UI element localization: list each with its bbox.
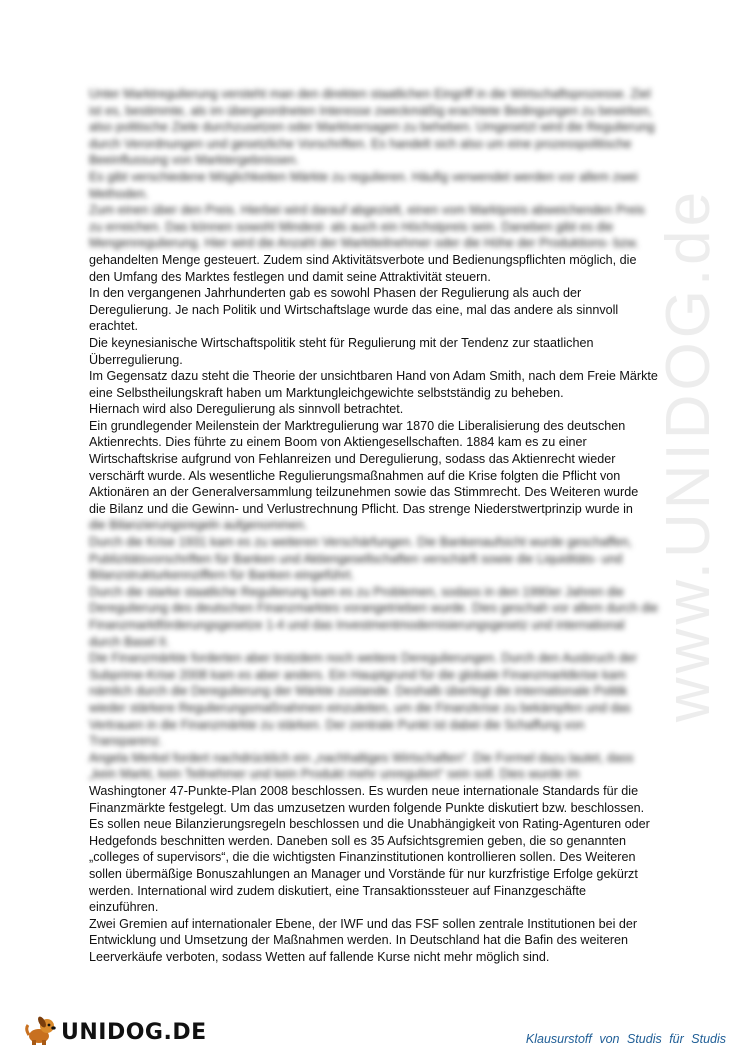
text-line: verschärft wurde. Als wesentliche Regulierungsmaßnahmen auf die Krise folgten die Pflicht von — [89, 468, 621, 483]
text-line: gehandelten Menge gesteuert. Zudem sind Aktivitätsverbote und Bedienungspflichten möglich, die — [89, 252, 637, 267]
text-line: Leerverkäufe verboten, sodass Wetten auf fallende Kurse nicht mehr möglich sind. — [89, 949, 550, 964]
text-line: Zwei Gremien auf internationaler Ebene, der IWF und das FSF sollen zentrale Institutionen bei der — [89, 916, 638, 931]
text-line: Hiernach wird also Deregulierung als sinnvoll betrachtet. — [89, 402, 404, 417]
text-line: „kein Markt, kein Teilnehmer und kein Produkt mehr unreguliert“ sein soll. Dies wurde im — [89, 767, 580, 782]
text-line: die Bilanz und die Gewinn- und Verlustrechnung Pflicht. Das strenge Niederstwertprinzip wurde in — [89, 501, 633, 516]
dog-mascot-icon — [25, 1015, 59, 1045]
text-line: eine Selbstheilungskraft haben um Marktungleichgewichte selbstständig zu beheben. — [89, 385, 564, 400]
text-line: Zum einen über den Preis. Hierbei wird darauf abgezielt, einen vom Marktpreis abweichenden Preis — [89, 203, 645, 218]
text-line: durch Basel II. — [89, 634, 170, 649]
text-line: Es gibt verschiedene Möglichkeiten Märkte zu regulieren. Häufig verwendet werden vor allem zwei — [89, 169, 638, 184]
document-text — [89, 86, 664, 965]
text-line: werden. International wird zudem diskutiert, eine Transaktionssteuer auf Finanzgeschäfte — [89, 883, 587, 898]
text-line: Vertrauen in die Finanzmärkte zu stärken. Der zentrale Punkt ist dabei die Schaffung von — [89, 717, 585, 732]
text-line: Die keynesianische Wirtschaftspolitik steht für Regulierung mit der Tendenz zur staatlichen — [89, 335, 594, 350]
text-line: Hedgefonds beschnitten werden. Daneben soll es 35 Aufsichtsgremien geben, die so genannten — [89, 833, 627, 848]
text-line: Wirtschaftskrise aufgrund von Fehlanreizen und Deregulierung, sodass das Aktienrecht wieder — [89, 452, 616, 467]
text-line: zu erreichen. Das können sowohl Mindest- als auch ein Höchstpreis sein. Daneben gibt es die — [89, 219, 614, 234]
text-line: Entwicklung und Umsetzung der Maßnahmen werden. In Deutschland hat die Bafin des weiteren — [89, 933, 629, 948]
footer-slogan: Klausurstoff von Studis für Studis — [525, 1032, 726, 1046]
visible-paragraphs-middle — [89, 252, 664, 518]
watermark: www.UNIDOG.de — [654, 187, 723, 723]
text-line: Überregulierung. — [89, 352, 183, 367]
text-line: Subprime-Krise 2008 kam es aber anders. Ein Hauptgrund für die globale Finanzmarktkrise kam — [89, 667, 626, 682]
logo-text: UNIDOG.DE — [61, 1020, 207, 1045]
text-line: Deregulierung des deutschen Finanzmarktes vorangetrieben wurde. Dies geschah vor allem durch die — [89, 601, 659, 616]
text-line: den Umfang des Marktes festlegen und damit seine Attraktivität steuern. — [89, 269, 491, 284]
text-line: „colleges of supervisors“, die die wichtigsten Finanzinstitutionen kontrollieren sollen. Des Weiteren — [89, 850, 636, 865]
text-line: Bilanzstrukturkennziffern für Banken eingeführt. — [89, 568, 355, 583]
text-line: Methoden. — [89, 186, 149, 201]
text-line: Die Finanzmärkte forderten aber trotzdem noch weitere Deregulierungen. Durch den Ausbruch der — [89, 651, 638, 666]
text-line: ist es, bestimmte, als im übergeordneten Interesse zweckmäßig erachtete Bedingungen zu bewirken, — [89, 103, 653, 118]
text-line: In den vergangenen Jahrhunderten gab es sowohl Phasen der Regulierung als auch der — [89, 286, 582, 301]
text-line: wieder stärkere Regulierungsmaßnahmen einzuleiten, um die Finanzkrise zu bekämpfen und das — [89, 700, 631, 715]
blurred-paragraphs-top — [89, 86, 664, 252]
text-line: Ein grundlegender Meilenstein der Marktregulierung war 1870 die Liberalisierung des deutschen — [89, 418, 626, 433]
text-line: Unter Marktregulierung versteht man den direkten staatlichen Eingriff in die Wirtschaftsprozesse. Ziel — [89, 87, 651, 101]
text-line: also politische Ziele durchzusetzen oder Marktversagen zu beheben. Umgesetzt wird die Regulierung — [89, 120, 655, 135]
text-line: sollen übermäßige Bonuszahlungen an Manager und Vorstände für nur kurzfristige Erfolge gekürzt — [89, 866, 638, 881]
text-line: Finanzmarktförderungsgesetze 1-4 und das Investmentmodernisierungsgesetz und international — [89, 618, 625, 632]
text-line: erachtet. — [89, 319, 139, 334]
text-line: Transparenz. — [89, 734, 163, 749]
unidog-logo[interactable] — [25, 1015, 207, 1045]
text-line: Beeinflussung von Marktergebnissen. — [89, 153, 300, 168]
text-line: Finanzmärkte festgelegt. Um das umzusetzen wurden folgende Punkte diskutiert bzw. beschlossen. — [89, 800, 645, 815]
text-line: Durch die starke staatliche Regulierung kam es zu Problemen, sodass in den 1990er Jahren die — [89, 584, 624, 599]
text-line: Washingtoner 47-Punkte-Plan 2008 beschlossen. Es wurden neue internationale Standards für die — [89, 783, 639, 798]
visible-paragraphs-bottom — [89, 783, 664, 966]
text-line: Angela Merkel fordert nachdrücklich ein „nachhaltiges Wirtschaften“. Die Formel dazu lautet, dass — [89, 750, 634, 765]
text-line: Deregulierung. Je nach Politik und Wirtschaftslage wurde das eine, mal das andere als sinnvoll — [89, 302, 619, 317]
text-line: Mengenregulierung. Hier wird die Anzahl der Marktteilnehmer oder die Höhe der Produktions- bzw. — [89, 236, 639, 251]
text-line: Im Gegensatz dazu steht die Theorie der unsichtbaren Hand von Adam Smith, nach dem Freie Märkte — [89, 369, 658, 384]
text-line: Durch die Krise 1931 kam es zu weiteren Verschärfungen. Die Bankenaufsicht wurde geschaffen, — [89, 535, 633, 550]
blurred-paragraphs-middle — [89, 517, 664, 783]
text-line: Publizitätsvorschriften für Banken und Aktiengesellschaften verschärft sowie die Liquiditäts- und — [89, 551, 623, 566]
text-line: Aktienrechts. Dies führte zu einem Boom von Aktiengesellschaften. 1884 kam es zu einer — [89, 435, 587, 450]
text-line: durch Verordnungen und gesetzliche Vorschriften. Es handelt sich also um eine prozesspolitische — [89, 136, 632, 151]
text-line: Es sollen neue Bilanzierungsregeln beschlossen und die Unabhängigkeit von Rating-Agenturen oder — [89, 817, 650, 832]
text-line: einzuführen. — [89, 900, 159, 915]
text-line: nämlich durch die Deregulierung der Märkte zustande. Deshalb überlegt die internationale Politik — [89, 684, 628, 699]
text-line: die Bilanzierungsregeln aufgenommen. — [89, 518, 308, 533]
text-line: Aktionären an der Generalversammlung teilzunehmen sowie das Stimmrecht. Des Weiteren wurde — [89, 485, 639, 500]
